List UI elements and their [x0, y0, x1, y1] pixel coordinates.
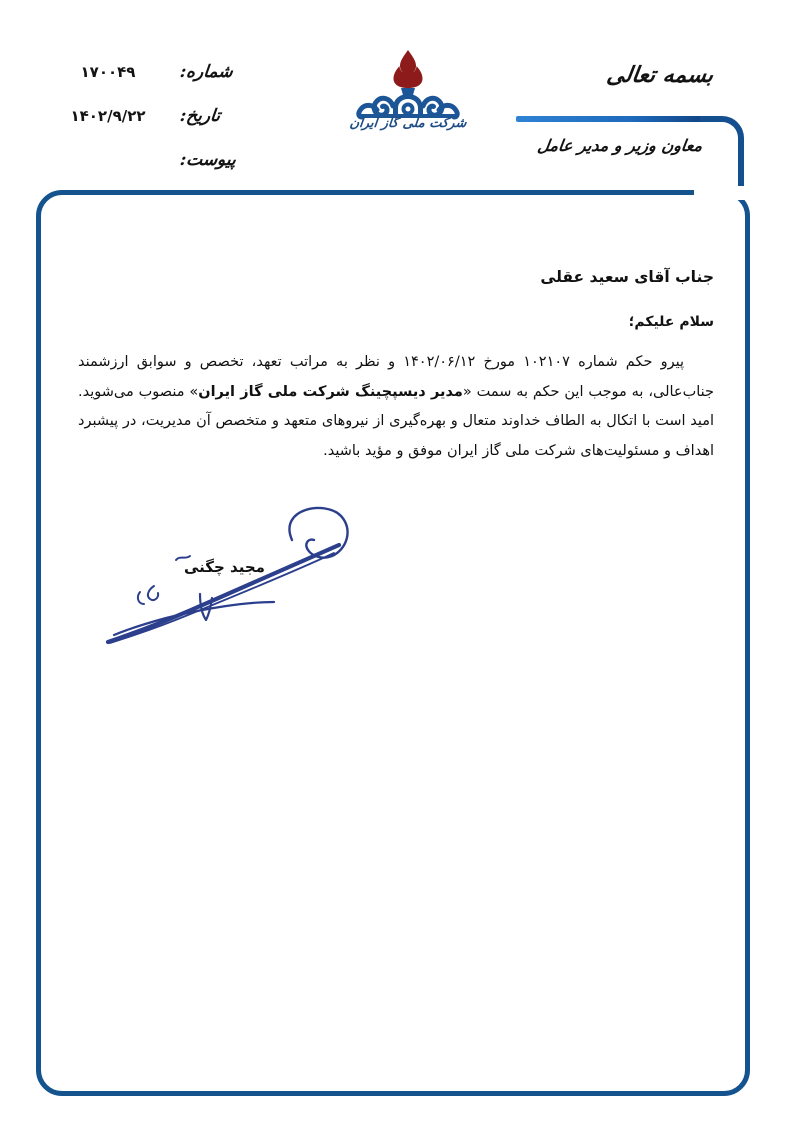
- organization-logo: [343, 48, 473, 148]
- letterhead: [0, 0, 798, 190]
- meta-value-date: ۱۴۰۲/۹/۲۲: [70, 107, 146, 125]
- signature-initial-2: [138, 592, 144, 604]
- header-divider-bar: [516, 116, 722, 122]
- flame-shape: [394, 50, 423, 88]
- signature-block: [96, 498, 396, 648]
- appointment-position-title: مدیر دیسپچینگ شرکت ملی گاز ایران: [198, 383, 463, 400]
- addressee-line: جناب آقای سعید عقلی: [540, 268, 714, 286]
- letter-meta-block: [42, 62, 272, 194]
- logo-caption: شرکت ملی گاز ایران: [348, 116, 468, 131]
- letter-paragraph: [78, 348, 714, 467]
- issuing-office-title: معاون وزیر و مدیر عامل: [536, 136, 704, 155]
- paragraph-segment-closing: » منصوب می‌شوید. امید است با اتکال به الطاف خداوند متعال و بهره‌گیری از نیروهای متعهد و متخصص آن مدیریت، در پیشبرد اهداف و مسئولیت‌های شرکت ملی گاز ایران موفق و مؤید باشید.: [78, 383, 714, 460]
- signature-initial-1: [148, 586, 158, 600]
- torch-neck: [401, 88, 415, 95]
- signatory-name: مجید چگنی: [184, 558, 265, 576]
- meta-row-number: [42, 62, 272, 106]
- ornament-center-ring: [404, 105, 413, 114]
- meta-value-number: ۱۷۰۰۴۹: [80, 63, 136, 81]
- frame-notch-mask: [694, 186, 752, 200]
- letter-body: [78, 268, 714, 467]
- meta-row-date: [42, 106, 272, 150]
- basmala-text: بسمه تعالی: [604, 62, 716, 88]
- signature-loop: [289, 508, 347, 558]
- paragraph-segment-intro: پیرو حکم شماره ۱۰۲۱۰۷ مورخ ۱۴۰۲/۰۶/۱۲ و نظر به مراتب تعهد، تخصص و سوابق ارزشمند جناب‌عالی، به موجب این حکم به سمت «: [78, 354, 714, 400]
- meta-label-attachment: پیوست:: [178, 150, 237, 170]
- nigc-flame-logo: [346, 48, 470, 120]
- meta-row-attachment: [42, 150, 272, 194]
- header-divider-corner: [700, 116, 744, 194]
- meta-label-number: شماره:: [178, 62, 234, 82]
- meta-label-date: تاریخ:: [178, 106, 222, 126]
- greeting-line: سلام علیکم؛: [628, 314, 714, 330]
